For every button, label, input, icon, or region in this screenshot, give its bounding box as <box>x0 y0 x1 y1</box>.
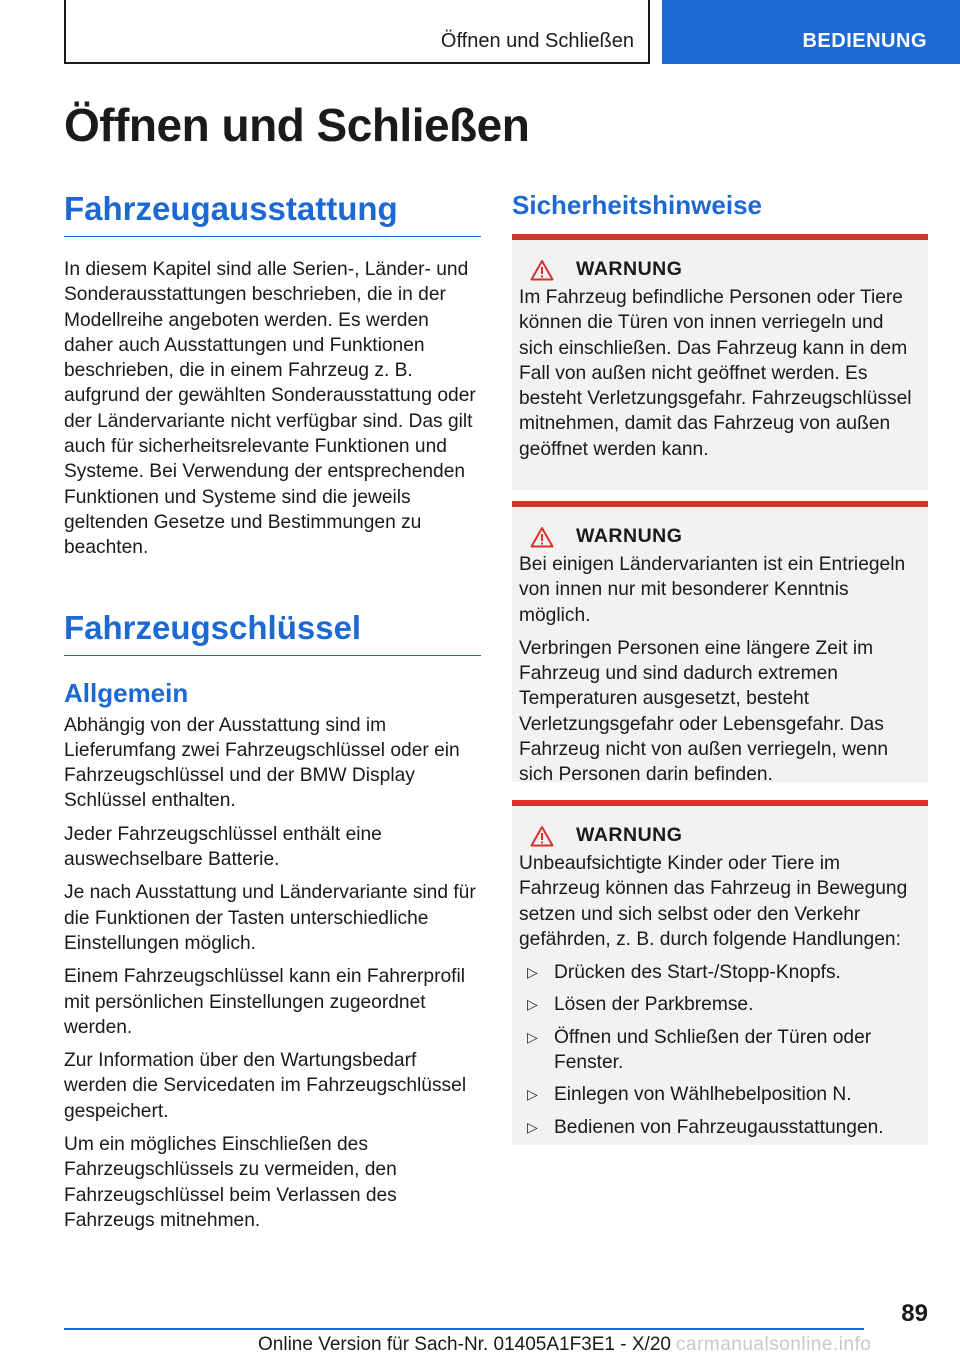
right-column <box>512 190 928 221</box>
triangle-bullet-icon: ▷ <box>527 1028 538 1045</box>
warning-bullet-list <box>519 960 922 1140</box>
heading-fahrzeugschluessel: Fahrzeugschlüssel <box>64 609 481 656</box>
warning-box-2 <box>512 501 928 786</box>
warning-title: WARNUNG <box>576 824 683 846</box>
page-title: Öffnen und Schließen <box>64 99 530 151</box>
warning-title: WARNUNG <box>576 525 683 547</box>
page-number: 89 <box>901 1300 928 1327</box>
header-chapter-title: BEDIENUNG <box>802 30 927 52</box>
warning-box-3 <box>512 800 928 1145</box>
header-chapter-tab <box>662 0 960 64</box>
heading-fahrzeugausstattung: Fahrzeugausstattung <box>64 190 481 237</box>
warning-triangle-icon <box>530 825 554 847</box>
heading-sicherheitshinweise: Sicherheitshinweise <box>512 190 762 220</box>
triangle-bullet-icon: ▷ <box>527 964 538 981</box>
paragraph-allgemein-3: Je nach Ausstattung und Ländervariante sind für die Funktionen der Tasten unterschiedliche Einstellungen möglich. <box>64 882 476 954</box>
warning-box-1 <box>512 234 928 490</box>
left-column <box>64 190 481 1233</box>
paragraph-allgemein-2: Jeder Fahrzeugschlüssel enthält eine auswechselbare Batterie. <box>64 823 382 871</box>
warning-text: Unbeaufsichtigte Kinder oder Tiere im Fahrzeug können das Fahrzeug in Bewegung setzen und sich selbst oder den Verkehr gefährden, z. B. durch folgende Handlungen: <box>519 853 908 950</box>
paragraph-ausstattung: In diesem Kapitel sind alle Serien-, Länder- und Sonderausstattungen beschrieben, die in der Modellreihe angeboten werden. Es werden daher auch Ausstattungen und Funktionen beschrieben, die in einem Fahrzeug z. B. aufgrund der gewählten Sonderausstattung oder der Ländervariante nicht verfügbar sind. Das gilt auch für sicherheitsrelevante Funktionen und Systeme. Bei Verwendung der entsprechenden Funktionen und Systeme sind die jeweils geltenden Gesetze und Bestimmungen zu beachten. <box>64 259 476 559</box>
paragraph-allgemein-6: Um ein mögliches Einschließen des Fahrzeugschlüssels zu vermeiden, den Fahrzeugschlüssel beim Verlassen des Fahrzeugs mitnehmen. <box>64 1134 397 1231</box>
warning-triangle-icon <box>530 526 554 548</box>
paragraph-allgemein-4: Einem Fahrzeugschlüssel kann ein Fahrerprofil mit persönlichen Einstellungen zugeordnet werden. <box>64 966 465 1038</box>
footer-divider <box>64 1328 864 1330</box>
triangle-bullet-icon: ▷ <box>527 996 538 1013</box>
footer-online-version: Online Version für Sach-Nr. 01405A1F3E1 - X/20 <box>258 1334 671 1355</box>
heading-allgemein: Allgemein <box>64 677 189 708</box>
watermark: carmanualsonline.info <box>676 1334 872 1355</box>
warning-text: Verbringen Personen eine längere Zeit im Fahrzeug und sind dadurch extremen Temperaturen ausgesetzt, besteht Verletzungsgefahr oder Lebensgefahr. Das Fahrzeug nicht von außen verriegeln, wenn sich Personen darin befinden. <box>519 637 889 786</box>
list-item: ▷ Einlegen von Wählhebelposition N. <box>519 1082 922 1107</box>
header-section-title: Öffnen und Schließen <box>440 30 634 52</box>
list-item: ▷ Drücken des Start-/Stopp-Knopfs. <box>519 960 922 985</box>
triangle-bullet-icon: ▷ <box>527 1086 538 1103</box>
warning-title: WARNUNG <box>576 258 683 280</box>
list-item: ▷ Bedienen von Fahrzeugausstattungen. <box>519 1115 922 1140</box>
triangle-bullet-icon: ▷ <box>527 1118 538 1135</box>
warning-text: Im Fahrzeug befindliche Personen oder Tiere können die Türen von innen verriegeln und sich einschließen. Das Fahrzeug kann in dem Fall von außen nicht geöffnet werden. Es besteht Verletzungsgefahr. Fahrzeugschlüssel mitnehmen, damit das Fahrzeug von außen geöffnet werden kann. <box>519 287 912 460</box>
warning-triangle-icon <box>530 259 554 281</box>
list-item: ▷ Öffnen und Schließen der Türen oder Fenster. <box>519 1025 922 1076</box>
list-item: ▷ Lösen der Parkbremse. <box>519 992 922 1017</box>
warning-text: Bei einigen Ländervarianten ist ein Entriegeln von innen nur mit besonderer Kenntnis möglich. <box>519 554 906 626</box>
paragraph-allgemein-1: Abhängig von der Ausstattung sind im Lieferumfang zwei Fahrzeugschlüssel oder ein Fahrzeugschlüssel und der BMW Display Schlüssel enthalten. <box>64 714 460 812</box>
paragraph-allgemein-5: Zur Information über den Wartungsbedarf werden die Servicedaten im Fahrzeugschlüssel gespeichert. <box>64 1050 467 1122</box>
header-section-box <box>64 0 650 64</box>
